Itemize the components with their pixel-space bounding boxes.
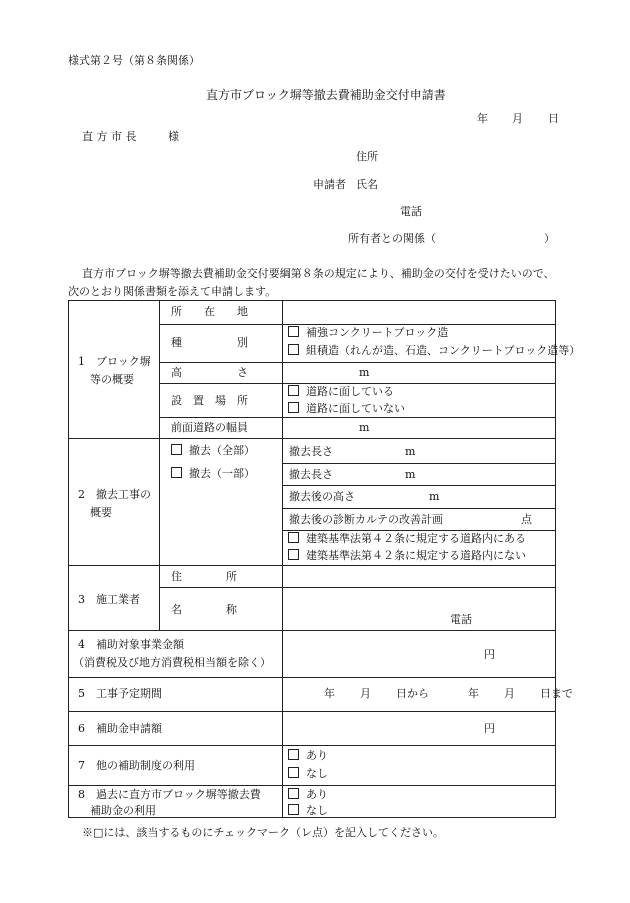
checkbox-icon[interactable] xyxy=(288,549,299,560)
relation-close: ） xyxy=(544,232,555,245)
form-number: 様式第２号（第８条関係） xyxy=(68,54,200,67)
place-option-1-label: 道路に面している xyxy=(306,385,394,398)
checkbox-icon[interactable] xyxy=(171,444,182,455)
type-option-1-label: 補強コンクリートブロック造 xyxy=(306,326,449,339)
removal-partial[interactable] xyxy=(171,467,255,481)
type-option-1[interactable] xyxy=(288,326,448,340)
contractor-phone-label: 電話 xyxy=(450,613,472,626)
addressee-suffix: 様 xyxy=(168,130,179,143)
height-label: 高 さ xyxy=(171,366,248,379)
period-day-1: 日から xyxy=(396,687,429,700)
addressee: 直 方 市 長 xyxy=(82,130,137,143)
place-label: 設 置 場 所 xyxy=(171,394,248,407)
improve-unit: 点 xyxy=(521,513,532,526)
law-option-2-label: 建築基準法第４２条に規定する道路内にない xyxy=(306,549,526,562)
sec5-label: 5 工事予定期間 xyxy=(78,687,162,700)
phone-label: 電話 xyxy=(400,205,422,218)
improve-label: 撤去後の診断カルテの改善計画 xyxy=(289,513,443,526)
removal-partial-label: 撤去（一部） xyxy=(189,467,255,480)
sec4-unit: 円 xyxy=(484,648,495,661)
sec7-option-2-label: なし xyxy=(306,767,328,780)
removal-full[interactable] xyxy=(171,444,255,458)
law-option-1-label: 建築基準法第４２条に規定する道路内にある xyxy=(306,532,526,545)
application-table xyxy=(68,300,581,818)
road-width-unit: m xyxy=(359,421,370,434)
period-month-2: 月 xyxy=(504,687,515,700)
checkbox-icon[interactable] xyxy=(288,385,299,396)
name-label: 氏名 xyxy=(356,178,378,191)
checkbox-icon[interactable] xyxy=(288,326,299,337)
place-option-1[interactable] xyxy=(288,385,394,399)
sec8-option-2[interactable] xyxy=(288,804,328,818)
contractor-address-label: 住 所 xyxy=(171,570,237,583)
checkbox-icon[interactable] xyxy=(288,788,299,799)
length-2-label: 撤去長さ xyxy=(289,468,333,481)
period-day-2: 日まで xyxy=(540,687,573,700)
footnote: ※□には、該当するものにチェックマーク（レ点）を記入してください。 xyxy=(82,826,445,839)
sec6-unit: 円 xyxy=(484,722,495,735)
sec1-label-1: 1 ブロック塀 xyxy=(78,355,151,368)
law-option-1[interactable] xyxy=(288,532,526,546)
sec4-label-2: （消費税及び地方消費税相当額を除く） xyxy=(73,656,271,669)
date-month: 月 xyxy=(512,112,523,125)
applicant-label: 申請者 xyxy=(313,178,346,191)
form-title: 直方市ブロック塀等撤去費補助金交付申請書 xyxy=(206,88,446,102)
checkbox-icon[interactable] xyxy=(288,344,299,355)
place-option-2-label: 道路に面していない xyxy=(306,402,405,415)
place-option-2[interactable] xyxy=(288,402,405,416)
removal-full-label: 撤去（全部） xyxy=(189,444,255,457)
checkbox-icon[interactable] xyxy=(288,532,299,543)
period-year-2: 年 xyxy=(468,687,479,700)
sec2-label-2: 概要 xyxy=(90,506,112,519)
intro-line-1: 直方市ブロック塀等撤去費補助金交付要綱第８条の規定により、補助金の交付を受けたいので、 xyxy=(82,267,555,280)
period-year-1: 年 xyxy=(324,687,335,700)
length-2-unit: m xyxy=(405,468,416,481)
length-1-label: 撤去長さ xyxy=(289,445,333,458)
height-unit: m xyxy=(359,366,370,379)
address-label: 住所 xyxy=(356,150,378,163)
height-after-label: 撤去後の高さ xyxy=(289,490,355,503)
period-month-1: 月 xyxy=(360,687,371,700)
sec6-label: 6 補助金申請額 xyxy=(78,722,162,735)
sec1-label-2: 等の概要 xyxy=(90,373,134,386)
contractor-name-label: 名 称 xyxy=(171,603,237,616)
type-option-2[interactable] xyxy=(288,344,580,358)
date-day: 日 xyxy=(548,112,559,125)
intro-line-2: 次のとおり関係書類を添えて申請します。 xyxy=(68,285,277,298)
sec7-option-1[interactable] xyxy=(288,749,328,763)
sec2-label-1: 2 撤去工事の xyxy=(78,488,151,501)
checkbox-icon[interactable] xyxy=(288,749,299,760)
type-label: 種 別 xyxy=(171,336,248,349)
sec8-label-2: 補助金の利用 xyxy=(90,804,156,817)
checkbox-icon[interactable] xyxy=(288,804,299,815)
date-year: 年 xyxy=(477,112,488,125)
checkbox-icon[interactable] xyxy=(288,402,299,413)
sec7-option-1-label: あり xyxy=(306,749,328,762)
sec4-label-1: 4 補助対象事業金額 xyxy=(78,638,184,651)
type-option-2-label: 組積造（れんが造、石造、コンクリートブロック造等） xyxy=(306,344,581,357)
sec7-label: 7 他の補助制度の利用 xyxy=(78,759,195,772)
sec8-label-1: 8 過去に直方市ブロック塀等撤去費 xyxy=(78,788,261,801)
sec7-option-2[interactable] xyxy=(288,767,328,781)
location-label: 所 在 地 xyxy=(171,305,248,318)
length-1-unit: m xyxy=(405,445,416,458)
sec3-label: 3 施工業者 xyxy=(78,593,140,606)
sec8-option-1[interactable] xyxy=(288,788,328,802)
road-width-label: 前面道路の幅員 xyxy=(171,421,248,434)
height-after-unit: m xyxy=(429,490,440,503)
checkbox-icon[interactable] xyxy=(288,767,299,778)
relation-label: 所有者との関係（ xyxy=(348,232,436,245)
checkbox-icon[interactable] xyxy=(171,467,182,478)
sec8-option-2-label: なし xyxy=(306,804,328,817)
law-option-2[interactable] xyxy=(288,549,526,563)
sec8-option-1-label: あり xyxy=(306,788,328,801)
